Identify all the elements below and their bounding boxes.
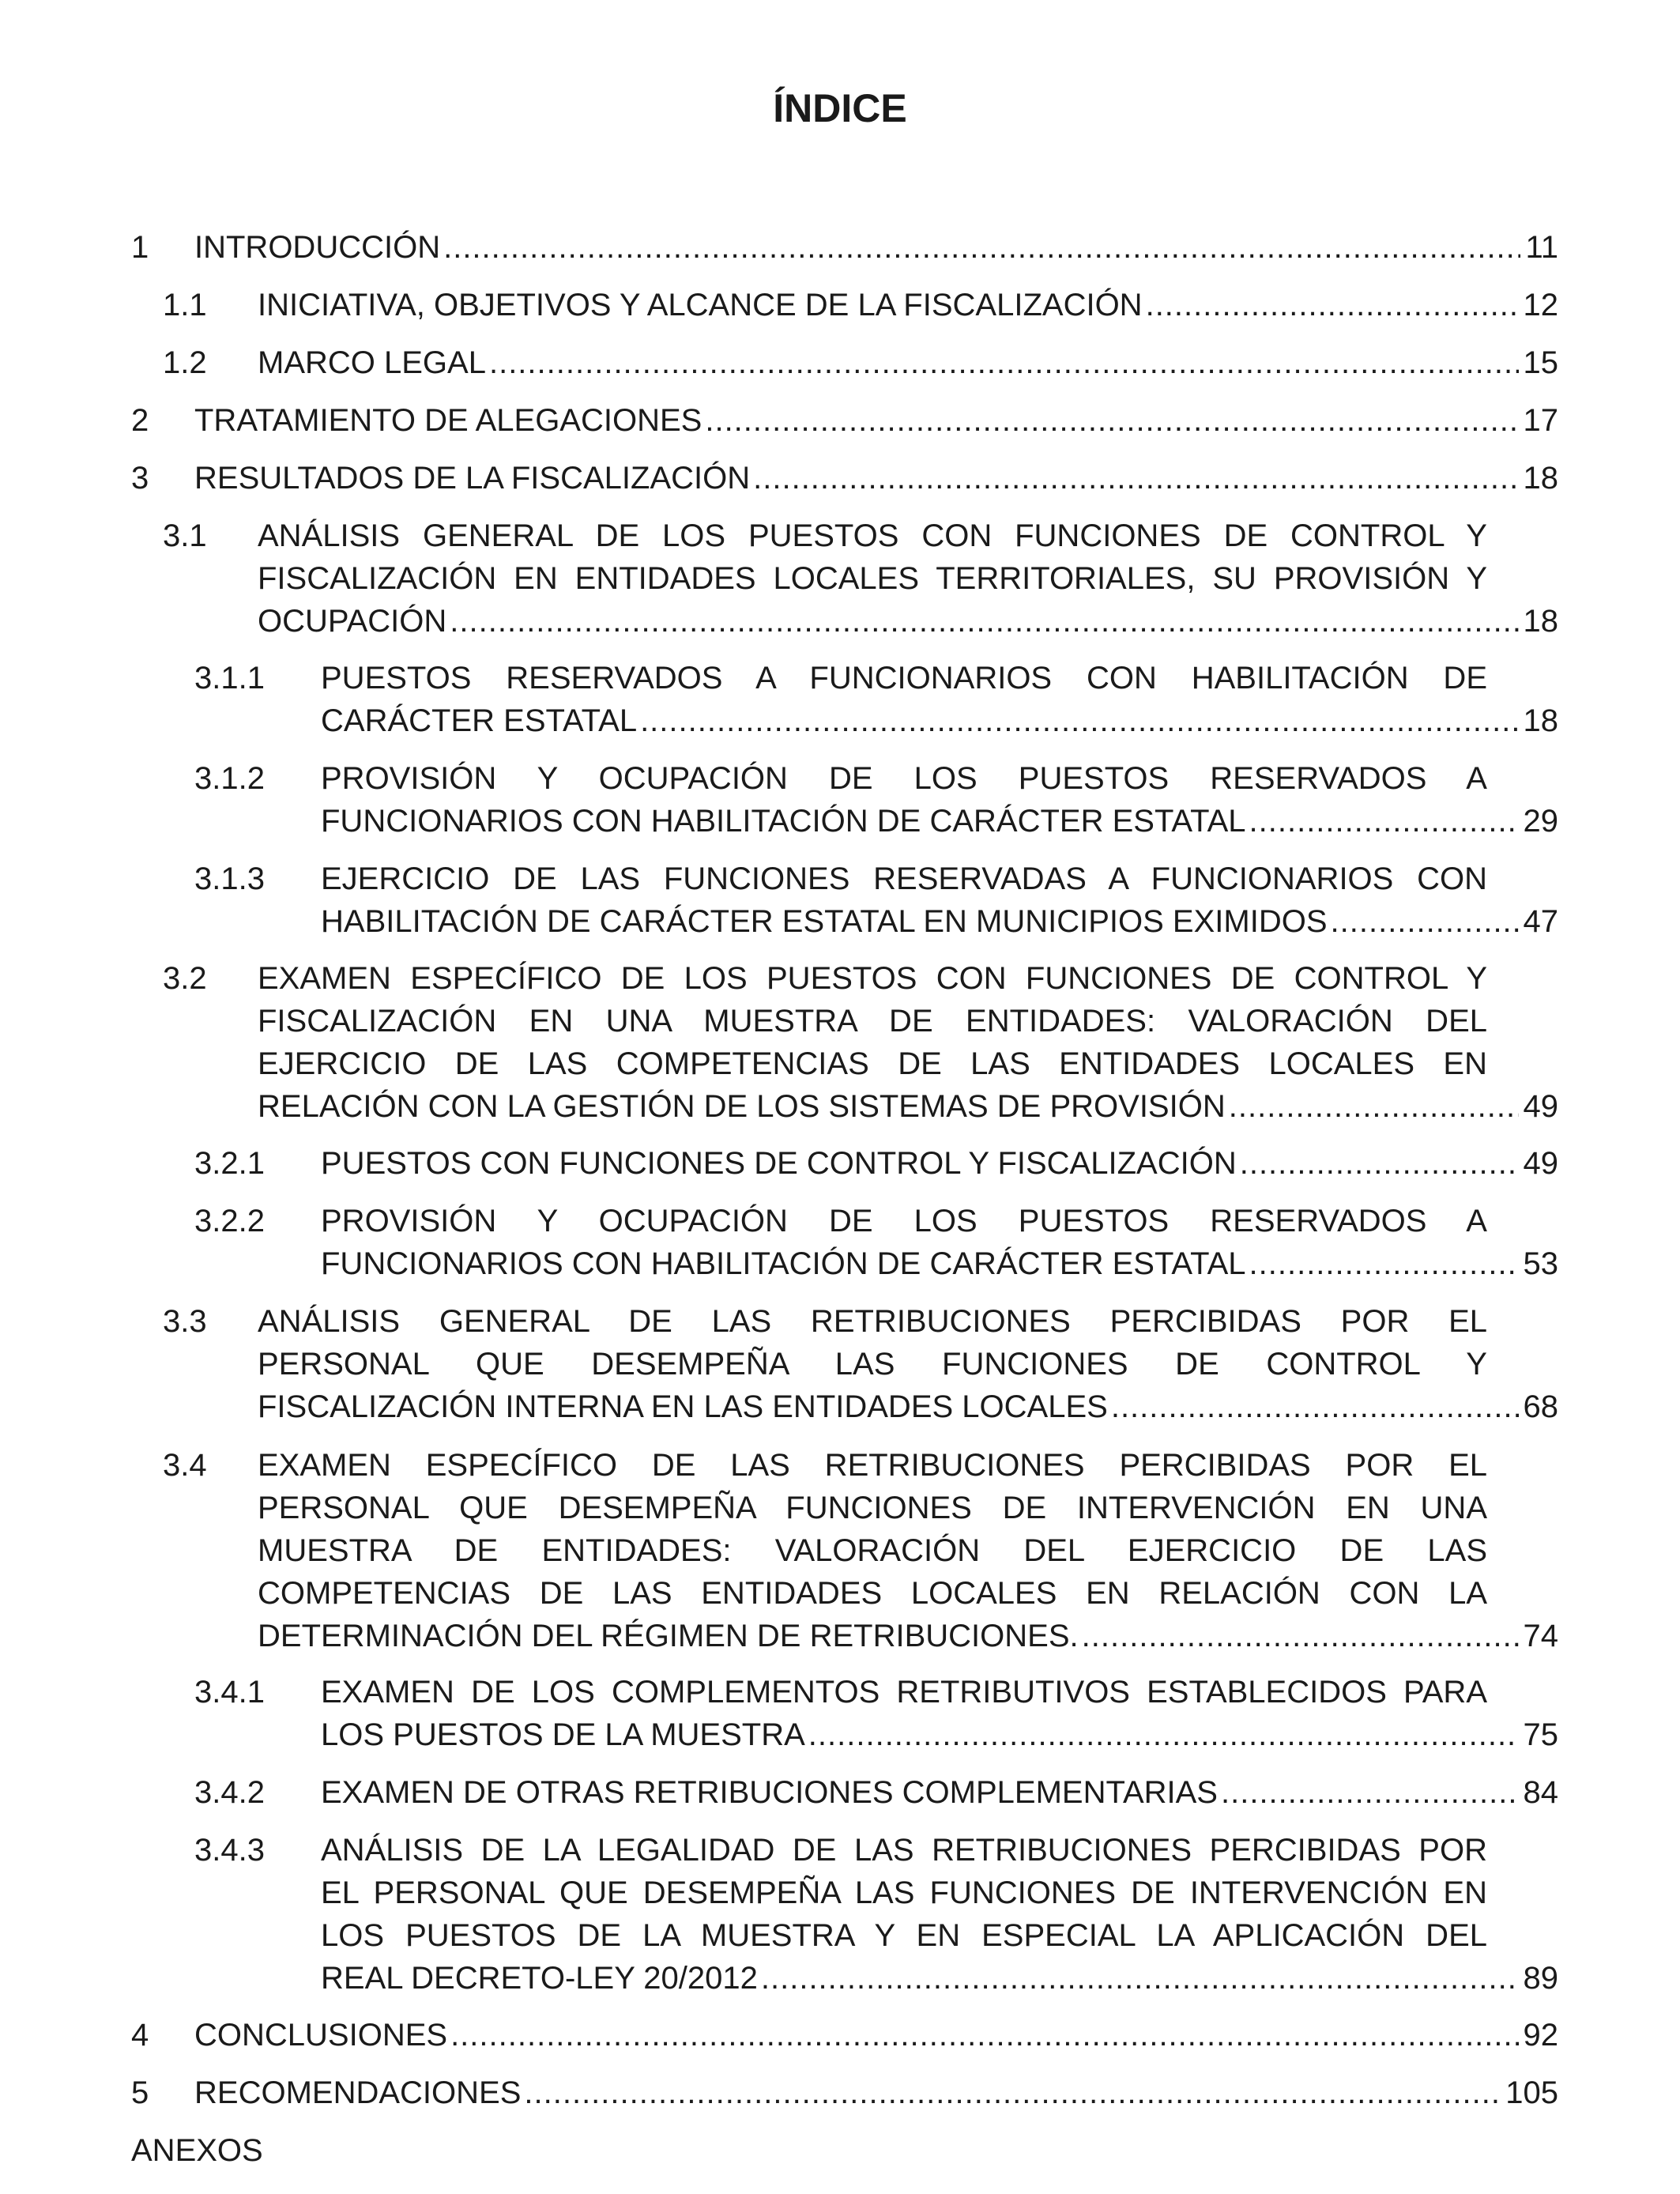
toc-entry-number: 3.1.1 (194, 661, 265, 696)
toc-entry-page-number: 18 (1523, 703, 1558, 738)
toc-entry-page-number: 29 (1523, 804, 1558, 839)
toc-entry-heading-line: COMPETENCIAS DE LAS ENTIDADES LOCALES EN RELACIÓN CON LA (258, 1576, 1487, 1611)
toc-entry-heading-line: EXAMEN ESPECÍFICO DE LOS PUESTOS CON FUNCIONES DE CONTROL Y (258, 961, 1487, 996)
toc-entry[interactable] (194, 1200, 1558, 1285)
toc-entry-last-line (321, 1771, 1558, 1814)
toc-entry-heading-line: PROVISIÓN Y OCUPACIÓN DE LOS PUESTOS RESERVADOS A (321, 761, 1487, 796)
toc-entry-heading (258, 1300, 1558, 1428)
toc-entry-label: FISCALIZACIÓN INTERNA EN LAS ENTIDADES LOCALES (258, 1389, 1108, 1424)
toc-entry-number: 4 (131, 2018, 149, 2053)
toc-entry-last-line (258, 341, 1558, 384)
toc-entry-last-line (321, 800, 1558, 843)
toc-entry-heading (321, 858, 1558, 943)
toc-entry-number: 3.4 (163, 1448, 207, 1483)
dot-leader (808, 1713, 1519, 1756)
toc-entry-heading-line: LOS PUESTOS DE LA MUESTRA Y EN ESPECIAL LA APLICACIÓN DEL (321, 1918, 1487, 1953)
toc-entry-heading (194, 2014, 1558, 2056)
toc-entry-label: TRATAMIENTO DE ALEGACIONES (194, 403, 703, 438)
toc-entry-label: OCUPACIÓN (258, 604, 447, 639)
toc-entry-number: 3.3 (163, 1304, 207, 1339)
toc-entry-last-line (194, 457, 1558, 499)
toc-entry-heading (321, 1142, 1558, 1185)
toc-entry-last-line (321, 1242, 1558, 1285)
toc-entry-number: 3.2.1 (194, 1146, 265, 1181)
toc-entry-heading (321, 757, 1558, 843)
toc-entry-last-line (194, 2071, 1558, 2114)
toc-entry[interactable] (194, 858, 1558, 943)
toc-entry-page-number: 89 (1523, 1961, 1558, 1996)
toc-entry-number: 5 (131, 2075, 149, 2110)
toc-entry[interactable] (194, 1142, 1558, 1185)
toc-entry[interactable] (163, 341, 1558, 384)
toc-entry-number: 3.4.1 (194, 1675, 265, 1710)
toc-entry-heading (321, 657, 1558, 742)
toc-entry-label: CARÁCTER ESTATAL (321, 703, 638, 738)
toc-entry-page-number: 49 (1523, 1089, 1558, 1124)
toc-entry-page-number: 105 (1505, 2075, 1558, 2110)
toc-entry-heading (321, 1671, 1558, 1756)
toc-entry-label: LOS PUESTOS DE LA MUESTRA (321, 1717, 805, 1752)
toc-entry-heading (194, 457, 1558, 499)
toc-entry-heading-line: ANÁLISIS GENERAL DE LOS PUESTOS CON FUNCIONES DE CONTROL Y (258, 518, 1487, 553)
toc-entry-label: FUNCIONARIOS CON HABILITACIÓN DE CARÁCTER ESTATAL (321, 804, 1246, 839)
toc-entry-last-line (321, 1142, 1558, 1185)
toc-entry[interactable] (163, 515, 1558, 643)
dot-leader (489, 341, 1519, 384)
toc-entry[interactable] (163, 1300, 1558, 1428)
toc-entry[interactable] (131, 2071, 1558, 2114)
toc-entry-page-number: 17 (1523, 403, 1558, 438)
toc-entry-number: 3.1.3 (194, 861, 265, 896)
toc-entry-label: INICIATIVA, OBJETIVOS Y ALCANCE DE LA FISCALIZACIÓN (258, 288, 1143, 322)
dot-leader (1111, 1385, 1519, 1428)
toc-entry-number: 3.2 (163, 961, 207, 996)
toc-entry-last-line (321, 1713, 1558, 1756)
toc-entry-last-line (194, 226, 1558, 269)
toc-entry-page-number: 68 (1523, 1389, 1558, 1424)
dot-leader (1240, 1142, 1519, 1185)
toc-entry[interactable] (163, 957, 1558, 1128)
dot-leader (1229, 1085, 1519, 1128)
page-title: ÍNDICE (773, 86, 907, 130)
toc-entry-heading-line: EJERCICIO DE LAS FUNCIONES RESERVADAS A FUNCIONARIOS CON (321, 861, 1487, 896)
toc-entry[interactable] (194, 757, 1558, 843)
toc-entry-heading (258, 957, 1558, 1128)
toc-entry-page-number: 92 (1523, 2018, 1558, 2053)
toc-entry-last-line (258, 1085, 1558, 1128)
toc-entry-label: DETERMINACIÓN DEL RÉGIMEN DE RETRIBUCIONES. (258, 1619, 1079, 1653)
toc-entry-label: INTRODUCCIÓN (194, 230, 441, 265)
annex-label: ANEXOS (131, 2133, 263, 2168)
toc-entry-label: MARCO LEGAL (258, 345, 486, 380)
toc-entry-heading (194, 2071, 1558, 2114)
toc-entry-heading-line: MUESTRA DE ENTIDADES: VALORACIÓN DEL EJERCICIO DE LAS (258, 1533, 1487, 1568)
toc-entry[interactable] (131, 457, 1558, 499)
toc-entry-page-number: 47 (1523, 904, 1558, 939)
toc-entry-page-number: 53 (1523, 1246, 1558, 1281)
toc-entry-heading-line: PERSONAL QUE DESEMPEÑA LAS FUNCIONES DE CONTROL Y (258, 1347, 1487, 1382)
dot-leader (761, 1957, 1519, 2000)
toc-entry-heading (194, 399, 1558, 442)
toc-entry-page-number: 49 (1523, 1146, 1558, 1181)
dot-leader (1146, 284, 1519, 326)
toc-entry-last-line (258, 284, 1558, 326)
toc-entry-page-number: 11 (1525, 230, 1558, 265)
toc-entry[interactable] (163, 284, 1558, 326)
dot-leader (1082, 1615, 1519, 1657)
toc-entry[interactable] (194, 1829, 1558, 2000)
toc-entry-heading (258, 1444, 1558, 1657)
dot-leader (524, 2071, 1501, 2114)
toc-entry-last-line (321, 900, 1558, 943)
dot-leader (705, 399, 1518, 442)
dot-leader (1249, 800, 1519, 843)
toc-entry-number: 3.2.2 (194, 1204, 265, 1238)
toc-entry-label: FUNCIONARIOS CON HABILITACIÓN DE CARÁCTER ESTATAL (321, 1246, 1246, 1281)
toc-entry-number: 3.4.3 (194, 1833, 265, 1868)
toc-entry-page-number: 18 (1523, 461, 1558, 496)
toc-entry-heading-line: PROVISIÓN Y OCUPACIÓN DE LOS PUESTOS RESERVADOS A (321, 1204, 1487, 1238)
toc-entry-heading (258, 341, 1558, 384)
toc-entry-number: 3.4.2 (194, 1775, 265, 1810)
toc-entry[interactable] (131, 399, 1558, 442)
toc-entry-last-line (194, 2014, 1558, 2056)
toc-entry-page-number: 75 (1523, 1717, 1558, 1752)
toc-entry-number: 3.1.2 (194, 761, 265, 796)
toc-entry-label: PUESTOS CON FUNCIONES DE CONTROL Y FISCALIZACIÓN (321, 1146, 1237, 1181)
toc-entry-label: EXAMEN DE OTRAS RETRIBUCIONES COMPLEMENTARIAS (321, 1775, 1218, 1810)
dot-leader (640, 699, 1518, 742)
toc-entry[interactable] (194, 657, 1558, 742)
toc-entry-heading-line: EXAMEN ESPECÍFICO DE LAS RETRIBUCIONES PERCIBIDAS POR EL (258, 1448, 1487, 1483)
toc-entry-number: 1 (131, 230, 149, 265)
toc-entry-heading (194, 226, 1558, 269)
toc-entry-heading-line: FISCALIZACIÓN EN ENTIDADES LOCALES TERRITORIALES, SU PROVISIÓN Y (258, 561, 1487, 596)
toc-entry[interactable] (131, 2014, 1558, 2056)
toc-entry-last-line (258, 600, 1558, 643)
dot-leader (1249, 1242, 1519, 1285)
dot-leader (1221, 1771, 1519, 1814)
dot-leader (450, 600, 1518, 643)
toc-entry-heading-line: EXAMEN DE LOS COMPLEMENTOS RETRIBUTIVOS ESTABLECIDOS PARA (321, 1675, 1487, 1710)
toc-entry-heading (258, 284, 1558, 326)
toc-entry-label: REAL DECRETO-LEY 20/2012 (321, 1961, 758, 1996)
toc-entry-heading-line: ANÁLISIS GENERAL DE LAS RETRIBUCIONES PERCIBIDAS POR EL (258, 1304, 1487, 1339)
toc-entry-label: HABILITACIÓN DE CARÁCTER ESTATAL EN MUNICIPIOS EXIMIDOS (321, 904, 1328, 939)
toc-entry-heading-line: EL PERSONAL QUE DESEMPEÑA LAS FUNCIONES DE INTERVENCIÓN EN (321, 1875, 1487, 1910)
dot-leader (753, 457, 1518, 499)
dot-leader (443, 226, 1520, 269)
toc-entry-heading (258, 515, 1558, 643)
toc-entry-number: 3 (131, 461, 149, 496)
toc-entry-page-number: 84 (1523, 1775, 1558, 1810)
toc-entry[interactable] (131, 226, 1558, 269)
toc-entry-number: 2 (131, 403, 149, 438)
toc-entry-last-line (321, 1957, 1558, 2000)
toc-entry-heading-line: EJERCICIO DE LAS COMPETENCIAS DE LAS ENTIDADES LOCALES EN (258, 1046, 1487, 1081)
toc-entry-heading (321, 1771, 1558, 1814)
toc-entry-page-number: 15 (1523, 345, 1558, 380)
toc-entry-page-number: 12 (1523, 288, 1558, 322)
toc-entry[interactable] (163, 1444, 1558, 1657)
toc-entry-heading-line: FISCALIZACIÓN EN UNA MUESTRA DE ENTIDADES: VALORACIÓN DEL (258, 1004, 1487, 1039)
toc-entry[interactable] (194, 1671, 1558, 1756)
toc-entry-label: RESULTADOS DE LA FISCALIZACIÓN (194, 461, 751, 496)
toc-entry-heading-line: PERSONAL QUE DESEMPEÑA FUNCIONES DE INTERVENCIÓN EN UNA (258, 1491, 1487, 1525)
toc-entry-heading-line: PUESTOS RESERVADOS A FUNCIONARIOS CON HABILITACIÓN DE (321, 661, 1487, 696)
dot-leader (450, 2014, 1518, 2056)
toc-entry-last-line (321, 699, 1558, 742)
toc-entry-number: 3.1 (163, 518, 207, 553)
toc-entry[interactable] (194, 1771, 1558, 1814)
toc-entry-page-number: 74 (1523, 1619, 1558, 1653)
toc-entry-last-line (258, 1385, 1558, 1428)
toc-entry-number: 1.2 (163, 345, 207, 380)
toc-entry-heading (321, 1829, 1558, 2000)
toc-entry-last-line (194, 399, 1558, 442)
toc-entry-heading-line: ANÁLISIS DE LA LEGALIDAD DE LAS RETRIBUCIONES PERCIBIDAS POR (321, 1833, 1487, 1868)
toc-entry-last-line (258, 1615, 1558, 1657)
toc-entry-label: CONCLUSIONES (194, 2018, 448, 2053)
dot-leader (1331, 900, 1519, 943)
toc-entry-label: RELACIÓN CON LA GESTIÓN DE LOS SISTEMAS DE PROVISIÓN (258, 1089, 1226, 1124)
toc-entry-label: RECOMENDACIONES (194, 2075, 522, 2110)
toc-entry-number: 1.1 (163, 288, 207, 322)
toc-entry-page-number: 18 (1523, 604, 1558, 639)
toc-entry-heading (321, 1200, 1558, 1285)
